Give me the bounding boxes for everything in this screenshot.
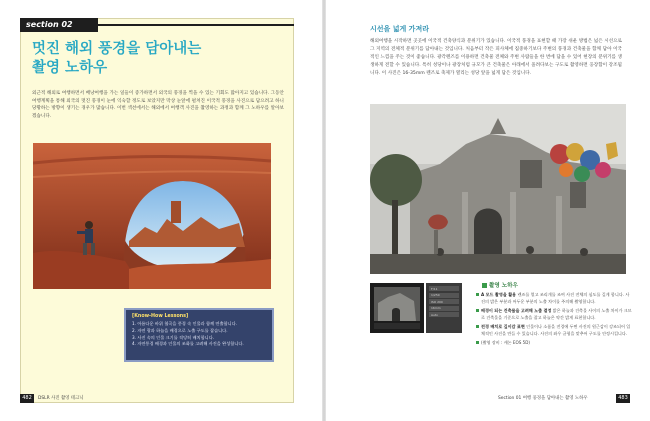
tip-head: 전경 배치로 깊이감 표현 <box>481 324 525 329</box>
square-bullet-icon <box>482 283 487 288</box>
exif-value: Auto <box>431 312 438 317</box>
tips-heading <box>482 281 518 289</box>
left-running-footer: DSLR 사진 촬영 테크닉 <box>38 396 84 401</box>
tips-heading-text: 촬영 노하우 <box>489 283 518 289</box>
page-title <box>32 40 282 78</box>
exif-value: F/11 <box>431 286 438 291</box>
title-line-2: 촬영 노하우 <box>32 60 108 76</box>
thumbnail-image <box>370 283 424 333</box>
right-running-footer: Section 01 여행 풍경을 담아내는 촬영 노하우 <box>498 396 588 401</box>
church-festival-photo <box>370 104 626 274</box>
exif-value: 1/250 <box>431 293 440 298</box>
exif-value: 16mm <box>431 306 441 311</box>
exif-panel <box>426 283 462 333</box>
tip-head: 배경이 되는 건축물을 고려해 노출 결정 <box>481 308 552 313</box>
section-tab: section 02 <box>20 18 98 32</box>
exif-row <box>429 312 459 317</box>
exif-row <box>429 299 459 304</box>
know-how-box <box>124 308 274 362</box>
exif-row <box>429 286 459 291</box>
church-photo-image <box>370 104 626 274</box>
camera-preview-thumbnail <box>370 283 424 333</box>
tip-item <box>476 307 632 321</box>
tip-text: 인물이나 소품을 전경에 두면 사진의 원근감이 강조되어 입체적인 사진을 만들 수 있습니다. 사진의 좌우 균형을 맞추어 구도를 안정시킵니다. <box>481 324 631 336</box>
tip-text: 렌즈를 열고 조리개를 조여 사진 전체의 심도를 깊게 합니다. 사진의 밝은 부분과 어두운 부분의 노출 차이를 주의해 촬영합니다. <box>481 292 630 304</box>
exif-value: ISO 200 <box>431 299 443 304</box>
know-how-line: 1. 아름다운 바위 협곡을 풍경 속 인물과 함께 연출합니다. <box>132 321 237 326</box>
tips-list <box>476 291 632 348</box>
section-rule <box>98 24 294 26</box>
intro-paragraph: 외근적 해외로 여행하면서 배낭여행을 가는 일들이 증가하면서 외국의 풍경을 찍을 수 있는 기회도 많아지고 있습니다. 그동안 여행계획을 통해 외국의 멋진 풍경이 눈에 익숙할 정도로 보았지만 막상 눈앞에 펼쳐진 이국적 풍경을 사진으로 담으려고 하니 당황하는 방향이 생기는 경우가 많습니다. 이번 섹션에서는 해외에서 여행객 사진을 촬영하는 과정과 함께 그 노하우를 알아보겠습니다. <box>32 91 284 119</box>
exif-row <box>429 306 459 311</box>
right-paragraph: 해외여행을 시작하면 곳곳에 이국적 건축양식과 분위기가 있습니다. 이국적 풍경을 표현할 때 가장 쉬운 방법은 넓은 시선으로 그 지역의 전체적 분위기를 담아내는 것입니다. 처음부터 작은 피사체에 집중하기보다 주변의 풍경과 건축물을 함께 담아 이국적인 느낌을 주는 것이 좋습니다. 광각렌즈를 이용하면 건축물 전체와 주변 사람들을 한 번에 담을 수 있어 현장의 분위기를 생생하게 전할 수 있습니다. 특히 성당이나 광장처럼 규모가 큰 건축물은 아래에서 올려다보는 구도로 촬영하면 웅장함이 강조됩니다. 이 사진은 16-35mm 렌즈로 축제가 열리는 성당 앞을 넓게 담은 것입니다. <box>370 39 622 76</box>
right-page-number: 483 <box>616 394 630 403</box>
arch-photo-image <box>33 143 271 289</box>
exif-row <box>429 293 459 298</box>
know-how-line: 2. 자연 광과 하늘을 배경으로 노출 구도를 잡습니다. <box>132 327 228 333</box>
know-how-line: 3. 사진 속의 인물 크기를 적당히 배치합니다. <box>132 334 215 340</box>
tip-item <box>476 339 632 346</box>
title-line-1: 멋진 해외 풍경을 담아내는 <box>32 41 202 57</box>
tip-text: 밝은 하늘과 건축물 사이의 노출 차이가 크므로 건축물을 기준으로 노출을 잡고 하늘은 약간 밝게 표현합니다. <box>481 308 632 320</box>
tip-head: A 모드 촬영을 활용 <box>481 292 517 297</box>
know-how-title: [Know-How Lessons] <box>132 314 189 319</box>
tip-item <box>476 291 632 305</box>
know-how-line: 4. 자연풍경 배경과 인물의 조화를 고려해 사진을 완성합니다. <box>132 341 244 347</box>
left-page-number: 482 <box>20 394 34 403</box>
tip-item <box>476 323 632 337</box>
arch-photo <box>33 143 271 289</box>
right-subtitle: 시선을 넓게 가져라 <box>370 25 429 33</box>
tip-text: (촬영 장비 : 캐논 EOS 5D) <box>481 340 530 345</box>
